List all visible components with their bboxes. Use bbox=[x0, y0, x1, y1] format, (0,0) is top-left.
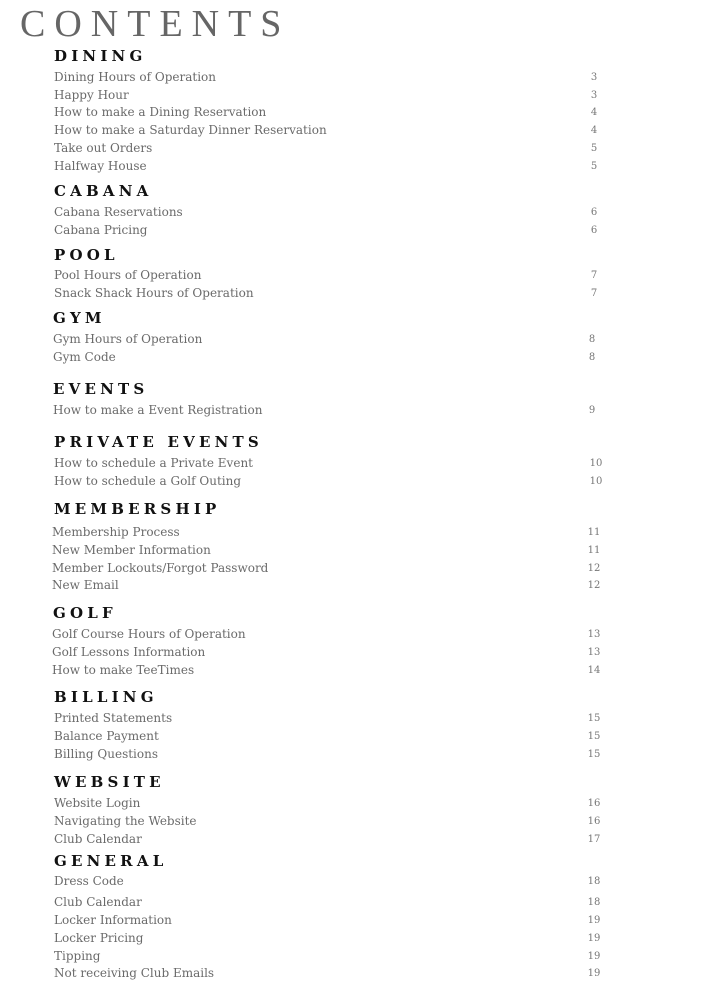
toc-entry-page-number: 17 bbox=[587, 834, 601, 845]
section-heading-events: EVENTS bbox=[53, 380, 149, 398]
toc-entry-page-number: 4 bbox=[590, 125, 598, 136]
toc-entry-page-number: 14 bbox=[587, 665, 601, 676]
toc-entry-page-number: 11 bbox=[587, 527, 601, 538]
toc-entry-page-number: 19 bbox=[587, 915, 601, 926]
toc-entry-label: New Member Information bbox=[52, 543, 211, 557]
toc-entry-page-number: 18 bbox=[587, 876, 601, 887]
toc-entry-page-number: 5 bbox=[590, 161, 598, 172]
toc-entry-label: Navigating the Website bbox=[54, 814, 197, 828]
toc-entry-page-number: 19 bbox=[587, 933, 601, 944]
toc-entry-page-number: 8 bbox=[588, 334, 596, 345]
toc-entry-label: Website Login bbox=[54, 796, 141, 810]
toc-entry-page-number: 6 bbox=[590, 225, 598, 236]
page-title: CONTENTS bbox=[20, 3, 291, 45]
section-heading-cabana: CABANA bbox=[54, 182, 153, 200]
toc-entry-label: Gym Code bbox=[53, 350, 116, 364]
toc-entry-label: Snack Shack Hours of Operation bbox=[54, 286, 254, 300]
toc-entry-label: Golf Course Hours of Operation bbox=[52, 627, 246, 641]
section-heading-gym: GYM bbox=[53, 309, 106, 327]
toc-entry-label: How to make a Event Registration bbox=[53, 403, 263, 417]
toc-entry-page-number: 16 bbox=[587, 816, 601, 827]
toc-entry-label: Dining Hours of Operation bbox=[54, 70, 216, 84]
toc-entry-label: Dress Code bbox=[54, 874, 124, 888]
toc-entry-label: Pool Hours of Operation bbox=[54, 268, 202, 282]
toc-entry-page-number: 15 bbox=[587, 713, 601, 724]
toc-entry-label: Halfway House bbox=[54, 159, 147, 173]
toc-entry-page-number: 8 bbox=[588, 352, 596, 363]
toc-entry-label: Balance Payment bbox=[54, 729, 159, 743]
toc-entry-label: Locker Pricing bbox=[54, 931, 144, 945]
section-heading-billing: BILLING bbox=[54, 688, 158, 706]
toc-entry-page-number: 12 bbox=[587, 563, 601, 574]
section-heading-golf: GOLF bbox=[53, 604, 117, 622]
toc-entry-page-number: 7 bbox=[590, 270, 598, 281]
section-heading-private-events: PRIVATE EVENTS bbox=[54, 433, 263, 451]
toc-entry-page-number: 13 bbox=[587, 647, 601, 658]
toc-entry-label: Club Calendar bbox=[54, 832, 142, 846]
toc-entry-page-number: 3 bbox=[590, 72, 598, 83]
toc-entry-label: Golf Lessons Information bbox=[52, 645, 206, 659]
toc-entry-label: Happy Hour bbox=[54, 88, 129, 102]
toc-entry-label: Not receiving Club Emails bbox=[54, 966, 215, 980]
toc-entry-page-number: 18 bbox=[587, 897, 601, 908]
toc-entry-label: How to schedule a Golf Outing bbox=[54, 474, 242, 488]
toc-entry-page-number: 16 bbox=[587, 798, 601, 809]
toc-entry-label: How to schedule a Private Event bbox=[54, 456, 253, 470]
toc-entry-label: Member Lockouts/Forgot Password bbox=[52, 561, 269, 575]
toc-entry-page-number: 10 bbox=[589, 476, 603, 487]
toc-entry-page-number: 12 bbox=[587, 580, 601, 591]
toc-entry-page-number: 11 bbox=[587, 545, 601, 556]
toc-entry-page-number: 7 bbox=[590, 288, 598, 299]
toc-entry-label: Cabana Pricing bbox=[54, 223, 148, 237]
toc-entry-label: How to make a Dining Reservation bbox=[54, 105, 267, 119]
toc-entry-label: Cabana Reservations bbox=[54, 205, 183, 219]
toc-entry-page-number: 15 bbox=[587, 731, 601, 742]
toc-entry-page-number: 19 bbox=[587, 951, 601, 962]
section-heading-website: WEBSITE bbox=[54, 773, 165, 791]
section-heading-general: GENERAL bbox=[54, 852, 168, 870]
toc-entry-page-number: 13 bbox=[587, 629, 601, 640]
toc-entry-label: Locker Information bbox=[54, 913, 172, 927]
toc-entry-label: New Email bbox=[52, 578, 119, 592]
toc-entry-label: Tipping bbox=[54, 949, 101, 963]
toc-entry-page-number: 4 bbox=[590, 107, 598, 118]
toc-entry-label: Club Calendar bbox=[54, 895, 142, 909]
section-heading-dining: DINING bbox=[54, 47, 147, 65]
toc-entry-label: How to make a Saturday Dinner Reservation bbox=[54, 123, 327, 137]
toc-entry-page-number: 15 bbox=[587, 749, 601, 760]
toc-entry-page-number: 6 bbox=[590, 207, 598, 218]
toc-entry-label: Gym Hours of Operation bbox=[53, 332, 203, 346]
toc-entry-label: Membership Process bbox=[52, 525, 180, 539]
toc-entry-page-number: 3 bbox=[590, 90, 598, 101]
toc-entry-page-number: 10 bbox=[589, 458, 603, 469]
toc-entry-label: Printed Statements bbox=[54, 711, 173, 725]
toc-entry-page-number: 19 bbox=[587, 968, 601, 979]
toc-entry-page-number: 9 bbox=[588, 405, 596, 416]
toc-entry-label: Billing Questions bbox=[54, 747, 158, 761]
toc-entry-label: Take out Orders bbox=[54, 141, 153, 155]
section-heading-pool: POOL bbox=[54, 246, 119, 264]
toc-entry-page-number: 5 bbox=[590, 143, 598, 154]
section-heading-membership: MEMBERSHIP bbox=[54, 500, 221, 518]
toc-entry-label: How to make TeeTimes bbox=[52, 663, 195, 677]
